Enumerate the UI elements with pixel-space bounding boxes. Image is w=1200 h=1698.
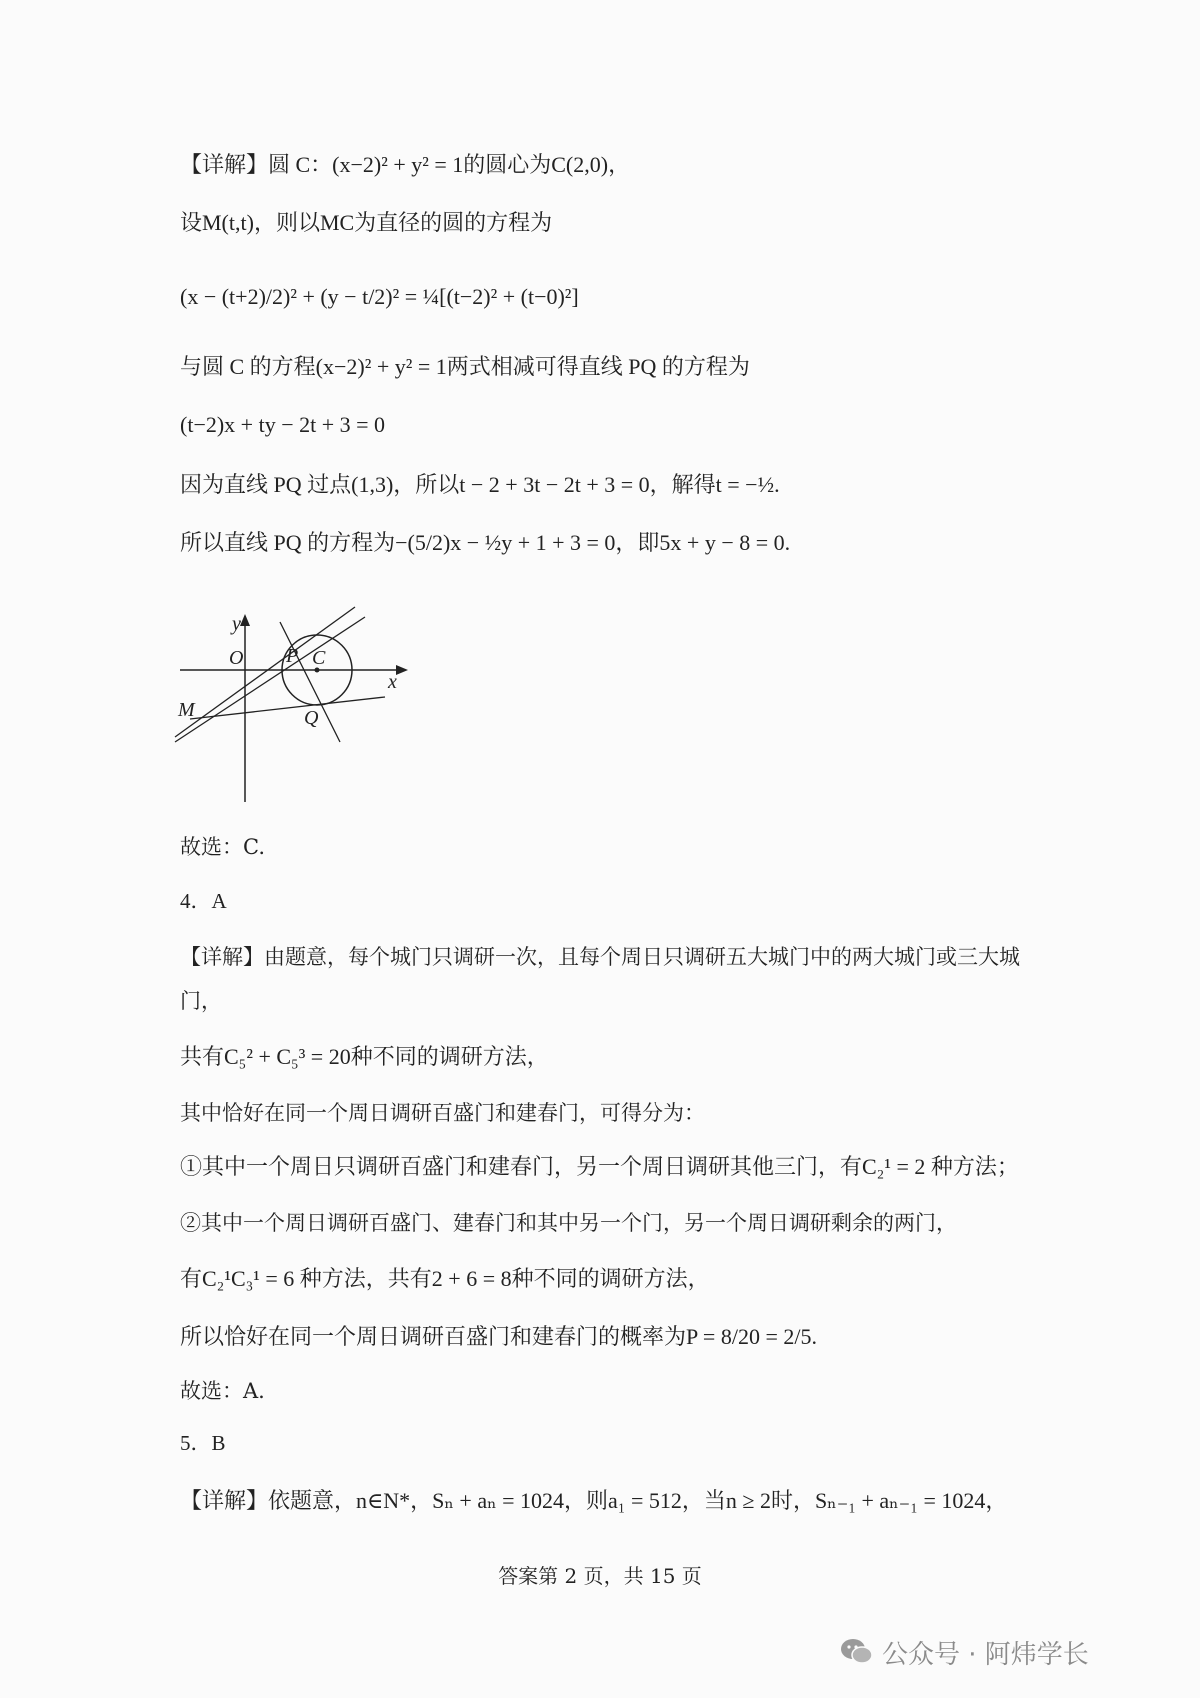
point-Q-label: Q (304, 707, 319, 729)
text-line-11: 门， (180, 989, 222, 1013)
watermark (840, 1632, 1180, 1672)
equation-line-3: (x − (t+2)/2)² + (y − t/2)² = ¼[(t−2)² + (t−0)²] (180, 284, 579, 309)
text-line-15: ②其中一个周日调研百盛门、建春门和其中另一个门，另一个周日调研剩余的两门， (180, 1211, 957, 1235)
text-line-18: 故选：A. (180, 1379, 265, 1403)
wechat-icon (840, 1637, 874, 1667)
text-line-14: ①其中一个周日只调研百盛门和建春门，另一个周日调研其他三门，有C₂¹ = 2 种方法； (180, 1154, 1019, 1179)
point-P-label: P (286, 645, 299, 667)
point-O-label: O (229, 647, 244, 669)
text-line-20: 【详解】依题意，n∈N*，Sₙ + aₙ = 1024，则a₁ = 512，当n ≥ 2时，Sₙ₋₁ + aₙ₋₁ = 1024， (180, 1488, 1008, 1513)
point-C-label: C (312, 647, 326, 669)
watermark-text: 公众号 · 阿炜学长 (882, 1639, 1089, 1670)
text-line-10: 【详解】由题意，每个城门只调研一次，且每个周日只调研五大城门中的两大城门或三大城 (180, 945, 1020, 969)
point-M-label: M (178, 699, 195, 721)
axis-y-label: y (232, 613, 241, 635)
text-line-16: 有C₂¹C₃¹ = 6 种方法，共有2 + 6 = 8种不同的调研方法， (180, 1266, 710, 1291)
text-line-2: 设M(t,t)，则以MC为直径的圆的方程为 (180, 210, 553, 235)
text-line-7: 所以直线 PQ 的方程为−(5/2)x − ½y + 1 + 3 = 0，即5x + y − 8 = 0. (180, 530, 791, 555)
text-line-4: 与圆 C 的方程(x−2)² + y² = 1两式相减可得直线 PQ 的方程为 (180, 354, 750, 379)
text-line-13: 其中恰好在同一个周日调研百盛门和建春门，可得分为： (180, 1101, 705, 1125)
text-line-8: 故选：C. (180, 835, 265, 859)
text-line-6: 因为直线 PQ 过点(1,3)，所以t − 2 + 3t − 2t + 3 = 0，解得t = −½. (180, 472, 780, 497)
page-footer: 答案第 2 页，共 15 页 (498, 1564, 702, 1588)
equation-line-5: (t−2)x + ty − 2t + 3 = 0 (180, 412, 386, 437)
geometry-figure (180, 612, 440, 812)
answer-4: 4．A (180, 889, 227, 913)
text-line-1: 【详解】圆 C：(x−2)² + y² = 1的圆心为C(2,0)， (180, 152, 631, 177)
text-line-17: 所以恰好在同一个周日调研百盛门和建春门的概率为P = 8/20 = 2/5. (180, 1324, 817, 1349)
text-line-12: 共有C₅² + C₅³ = 20种不同的调研方法， (180, 1044, 549, 1069)
axis-x-label: x (388, 671, 397, 693)
answer-5: 5．B (180, 1431, 226, 1455)
